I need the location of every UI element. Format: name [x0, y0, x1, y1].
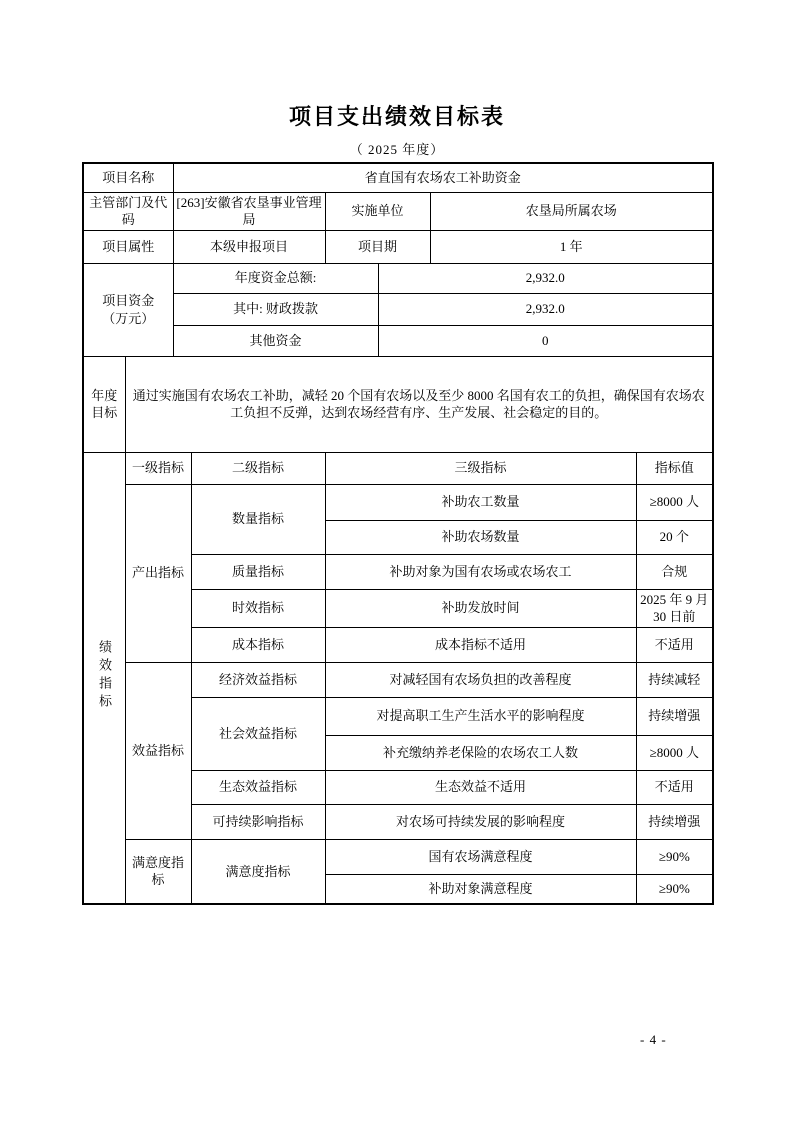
page-title: 项目支出绩效目标表: [288, 104, 505, 129]
fund-other-label: 其他资金: [173, 325, 378, 356]
indicator-name: 对减轻国有农场负担的改善程度: [325, 662, 636, 697]
implement-unit-label: 实施单位: [325, 192, 430, 230]
annual-goal-label: 年度目标: [83, 356, 125, 452]
level2-cost: 成本指标: [191, 627, 325, 662]
project-period-label: 项目期: [325, 230, 430, 263]
table-row: [83, 839, 713, 874]
table-row: [83, 230, 713, 263]
level2-ecological: 生态效益指标: [191, 770, 325, 804]
indicator-value: 持续减轻: [636, 662, 713, 697]
table-row: [83, 263, 713, 293]
level1-output: 产出指标: [125, 484, 191, 662]
indicator-name: 补助农场数量: [325, 520, 636, 554]
indicator-name: 对提高职工生产生活水平的影响程度: [325, 697, 636, 735]
indicator-name: 补助农工数量: [325, 484, 636, 520]
indicator-value: 持续增强: [636, 697, 713, 735]
department-label: 主管部门及代码: [83, 192, 173, 230]
header-level3: 三级指标: [325, 452, 636, 484]
implement-unit-value: 农垦局所属农场: [430, 192, 713, 230]
header-level2: 二级指标: [191, 452, 325, 484]
project-attribute-label: 项目属性: [83, 230, 173, 263]
indicator-value: 持续增强: [636, 804, 713, 839]
indicator-name: 对农场可持续发展的影响程度: [325, 804, 636, 839]
table-row: [83, 325, 713, 356]
indicator-value: ≥8000 人: [636, 735, 713, 770]
indicator-value: 20 个: [636, 520, 713, 554]
fund-total-value: 2,932.0: [378, 263, 713, 293]
project-period-value: 1 年: [430, 230, 713, 263]
level2-social: 社会效益指标: [191, 697, 325, 770]
indicator-name: 国有农场满意程度: [325, 839, 636, 874]
indicator-value: ≥8000 人: [636, 484, 713, 520]
level2-timeliness: 时效指标: [191, 589, 325, 627]
indicator-name: 补助对象为国有农场或农场农工: [325, 554, 636, 589]
table-row: [83, 452, 713, 484]
level1-benefit: 效益指标: [125, 662, 191, 839]
level2-economic: 经济效益指标: [191, 662, 325, 697]
annual-goal-text: 通过实施国有农场农工补助，减轻 20 个国有农场以及至少 8000 名国有农工的负担，确保国有农场农工负担不反弹，达到农场经营有序、生产发展、社会稳定的目的。: [125, 356, 713, 452]
indicator-name: 生态效益不适用: [325, 770, 636, 804]
indicator-value: 2025 年 9 月 30 日前: [636, 589, 713, 627]
level2-satisfaction: 满意度指标: [191, 839, 325, 904]
table-row: [83, 192, 713, 230]
header-level1: 一级指标: [125, 452, 191, 484]
indicator-name: 补充缴纳养老保险的农场农工人数: [325, 735, 636, 770]
indicator-name: 补助对象满意程度: [325, 874, 636, 904]
indicator-value: 合规: [636, 554, 713, 589]
table-row: [83, 356, 713, 452]
fund-total-label: 年度资金总额:: [173, 263, 378, 293]
indicator-name: 成本指标不适用: [325, 627, 636, 662]
table-row: [83, 163, 713, 192]
funds-label-line1: 项目资金: [102, 293, 155, 309]
table-row: [83, 662, 713, 697]
level2-quantity: 数量指标: [191, 484, 325, 554]
performance-section-label: [83, 452, 125, 904]
performance-vertical-text: 绩效指标: [97, 639, 113, 712]
project-name-label: 项目名称: [83, 163, 173, 192]
header-value: 指标值: [636, 452, 713, 484]
indicator-value: ≥90%: [636, 839, 713, 874]
level2-sustainable: 可持续影响指标: [191, 804, 325, 839]
page-subtitle: （ 2025 年度）: [349, 142, 445, 157]
fund-other-value: 0: [378, 325, 713, 356]
funds-section-label: [83, 263, 173, 356]
performance-target-table: [82, 162, 714, 905]
table-row: [83, 293, 713, 325]
table-row: [83, 484, 713, 520]
indicator-value: 不适用: [636, 627, 713, 662]
indicator-value: 不适用: [636, 770, 713, 804]
department-value: [263]安徽省农垦事业管理局: [173, 192, 325, 230]
indicator-name: 补助发放时间: [325, 589, 636, 627]
project-name-value: 省直国有农场农工补助资金: [173, 163, 713, 192]
level1-satisfaction: 满意度指标: [125, 839, 191, 904]
funds-label-line2: （万元）: [102, 310, 155, 326]
fund-gov-value: 2,932.0: [378, 293, 713, 325]
indicator-value: ≥90%: [636, 874, 713, 904]
level2-quality: 质量指标: [191, 554, 325, 589]
fund-gov-label: 其中: 财政拨款: [173, 293, 378, 325]
project-attribute-value: 本级申报项目: [173, 230, 325, 263]
page-number: - 4 -: [640, 1032, 667, 1047]
